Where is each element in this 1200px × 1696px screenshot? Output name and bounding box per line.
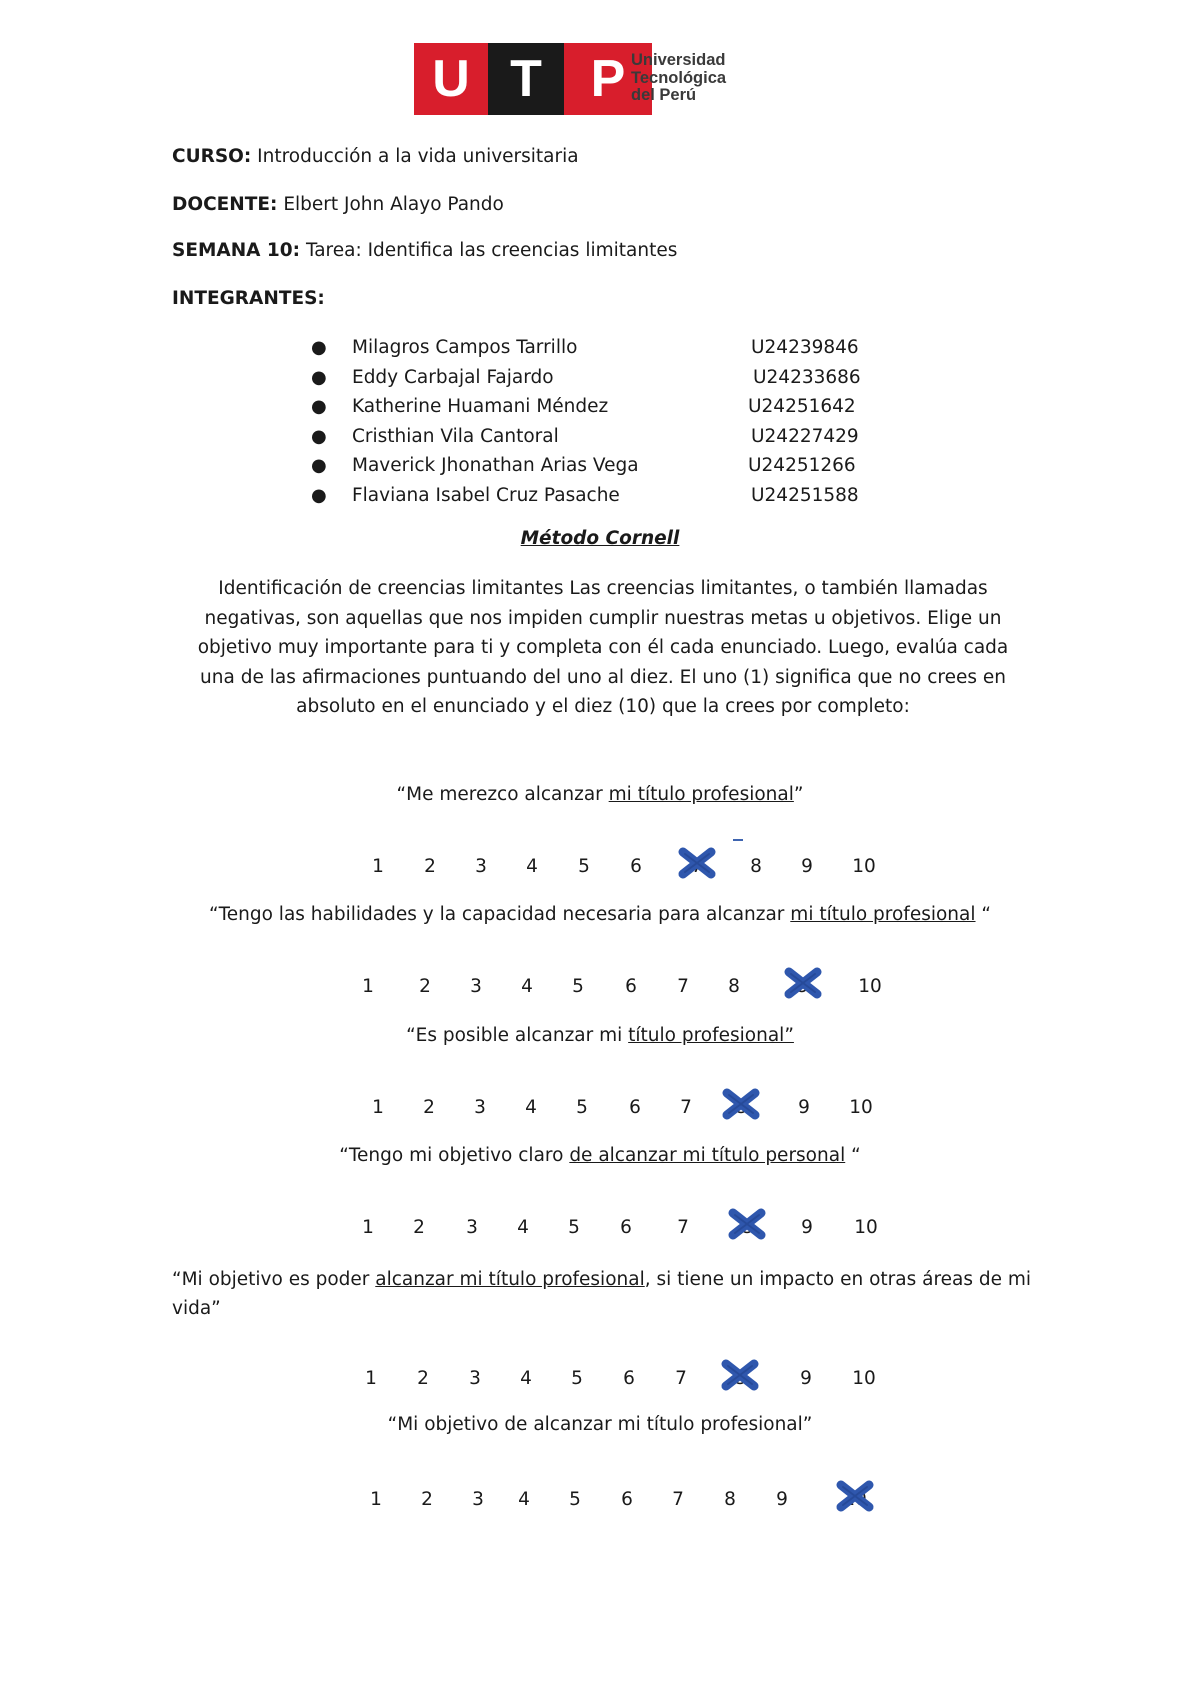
scale-number[interactable]: 8	[728, 976, 740, 997]
list-item	[300, 454, 900, 484]
statement-underlined: título profesional”	[628, 1025, 794, 1046]
scale-number[interactable]: 9	[798, 1097, 810, 1118]
statement-text: “Mi objetivo es poder	[172, 1269, 376, 1290]
list-item	[300, 395, 900, 425]
bullet-icon: ●	[311, 337, 327, 358]
course-line	[172, 146, 579, 167]
scale-number[interactable]: 4	[525, 1097, 537, 1118]
bullet-icon: ●	[311, 396, 327, 417]
statement-underlined: de alcanzar mi título personal	[569, 1145, 846, 1166]
scale-number[interactable]: 9	[801, 1217, 813, 1238]
scale-number[interactable]: 4	[526, 856, 538, 877]
intro-paragraph: Identificación de creencias limitantes Las creencias limitantes, o también llamadas negativas, son aquellas que nos impiden cumplir nuestras metas u objetivos. Elige un objetivo muy importante para ti y completa con él cada enunciado. Luego, evalúa cada una de las afirmaciones puntuando del uno al diez. El uno (1) significa que no crees en absoluto en el enunciado y el diez (10) que la crees por completo:	[197, 578, 1009, 717]
utp-logo	[414, 43, 652, 115]
member-name: Eddy Carbajal Fajardo	[352, 366, 554, 388]
scale-number[interactable]: 1	[372, 856, 384, 877]
scale-number[interactable]: 3	[469, 1368, 481, 1389]
statement-3	[0, 1025, 1200, 1046]
scale-number[interactable]: 3	[466, 1217, 478, 1238]
scale-number[interactable]: 1	[362, 1217, 374, 1238]
statement-underlined: alcanzar mi título profesional	[375, 1269, 645, 1290]
scale-number[interactable]: 7	[677, 976, 689, 997]
member-code: U24239846	[751, 337, 859, 358]
scale-number[interactable]: 5	[571, 1368, 583, 1389]
teacher-label: DOCENTE:	[172, 194, 278, 215]
logo-letter-u: U	[414, 43, 488, 115]
member-name: Maverick Jhonathan Arias Vega	[352, 455, 639, 476]
week-label: SEMANA 10:	[172, 240, 301, 261]
list-item	[300, 484, 900, 514]
statement-5	[172, 1265, 1032, 1323]
member-code: U24251642	[748, 396, 856, 417]
scale-number[interactable]: 10	[849, 1097, 873, 1118]
scale-number[interactable]: 3	[474, 1097, 486, 1118]
scale-number[interactable]: 6	[620, 1217, 632, 1238]
member-code: U24233686	[753, 366, 861, 388]
bullet-icon: ●	[311, 425, 327, 447]
scale-number[interactable]: 5	[572, 976, 584, 997]
scale-number[interactable]: 1	[362, 976, 374, 997]
scale-number[interactable]: 7	[677, 1217, 689, 1238]
scale-number[interactable]: 6	[629, 1097, 641, 1118]
course-label: CURSO:	[172, 146, 252, 167]
scale-number[interactable]: 9	[801, 856, 813, 877]
scale-number[interactable]: 6	[623, 1368, 635, 1389]
member-code: U24251266	[748, 455, 856, 476]
statement-2	[0, 904, 1200, 925]
list-item	[300, 425, 900, 455]
scale-number[interactable]: 1	[365, 1368, 377, 1389]
scale-number[interactable]: 4	[520, 1368, 532, 1389]
scale-number[interactable]: 9	[800, 1368, 812, 1389]
scale-number[interactable]: 3	[475, 856, 487, 877]
statement-text-end: “	[845, 1145, 861, 1166]
week-line	[172, 240, 677, 261]
scale-number[interactable]: 2	[419, 976, 431, 997]
scale-number[interactable]: 3	[472, 1489, 484, 1510]
scale-number[interactable]: 8	[724, 1489, 736, 1510]
member-name: Flaviana Isabel Cruz Pasache	[352, 484, 620, 506]
member-code: U24251588	[751, 484, 859, 506]
scale-number[interactable]: 2	[424, 856, 436, 877]
bullet-icon: ●	[311, 484, 327, 506]
selected-x-mark-icon	[723, 1089, 759, 1119]
members-heading: INTEGRANTES:	[172, 288, 325, 309]
scale-number[interactable]: 10	[852, 1368, 876, 1389]
scale-number[interactable]: 1	[372, 1097, 384, 1118]
statement-text: “Es posible alcanzar mi	[406, 1025, 629, 1046]
logo-university-name	[631, 52, 726, 105]
member-name: Katherine Huamani Méndez	[352, 396, 609, 417]
member-code: U24227429	[751, 425, 859, 447]
scale-number[interactable]: 6	[630, 856, 642, 877]
scale-number[interactable]: 5	[578, 856, 590, 877]
scale-number[interactable]: 2	[421, 1489, 433, 1510]
statement-text-end: ”	[793, 784, 804, 805]
logo-name-line-2: Tecnológica	[631, 68, 727, 87]
bullet-icon: ●	[311, 366, 327, 388]
stray-mark-dash	[733, 839, 743, 841]
scale-number[interactable]: 6	[621, 1489, 633, 1510]
scale-number[interactable]: 2	[413, 1217, 425, 1238]
logo-letter-t: T	[488, 43, 564, 115]
statement-1	[0, 784, 1200, 805]
scale-number[interactable]: 8	[750, 856, 762, 877]
statement-text-end: , si tiene un impacto en otras áreas de mi vida”	[172, 1269, 1032, 1319]
scale-number[interactable]: 4	[521, 976, 533, 997]
statement-text: “Tengo mi objetivo claro	[339, 1145, 570, 1166]
member-name: Cristhian Vila Cantoral	[352, 425, 559, 447]
selected-x-mark-icon	[729, 1209, 765, 1239]
statement-text-end: “	[975, 904, 991, 925]
course-value: Introducción a la vida universitaria	[251, 146, 579, 167]
selected-x-mark-icon	[679, 848, 715, 878]
scale-number[interactable]: 6	[625, 976, 637, 997]
statement-6	[0, 1414, 1200, 1435]
scale-number[interactable]: 10	[858, 976, 882, 997]
scale-number[interactable]: 2	[417, 1368, 429, 1389]
week-value: Tarea: Identifica las creencias limitantes	[300, 240, 678, 261]
logo-name-line-3: del Perú	[631, 86, 697, 104]
scale-number[interactable]: 7	[675, 1368, 687, 1389]
list-item	[300, 366, 900, 396]
teacher-value: Elbert John Alayo Pando	[277, 194, 504, 215]
teacher-line	[172, 194, 504, 215]
statement-text: “Me merezco alcanzar	[396, 784, 609, 805]
bullet-icon: ●	[311, 455, 327, 476]
list-item	[300, 336, 900, 366]
statement-text: “Tengo las habilidades y la capacidad necesaria para alcanzar	[209, 904, 791, 925]
scale-number[interactable]: 3	[470, 976, 482, 997]
logo-name-line-1: Universidad	[631, 51, 726, 69]
scale-number[interactable]: 5	[568, 1217, 580, 1238]
scale-number[interactable]: 10	[852, 856, 876, 877]
scale-number[interactable]: 4	[518, 1489, 530, 1510]
statement-text: “Mi objetivo de alcanzar mi título profesional”	[387, 1414, 813, 1435]
logo-letter-p: P	[564, 43, 652, 115]
scale-number[interactable]: 9	[776, 1489, 788, 1510]
scale-number[interactable]: 10	[854, 1217, 878, 1238]
scale-number[interactable]: 4	[517, 1217, 529, 1238]
member-name: Milagros Campos Tarrillo	[352, 337, 578, 358]
scale-number[interactable]: 7	[680, 1097, 692, 1118]
scale-number[interactable]: 7	[672, 1489, 684, 1510]
selected-x-mark-icon	[722, 1360, 758, 1390]
scale-number[interactable]: 1	[370, 1489, 382, 1510]
statement-4	[0, 1145, 1200, 1166]
method-title: Método Cornell	[520, 528, 680, 549]
scale-number[interactable]: 2	[423, 1097, 435, 1118]
scale-number[interactable]: 5	[576, 1097, 588, 1118]
members-list	[300, 336, 900, 513]
scale-number[interactable]: 5	[569, 1489, 581, 1510]
statement-underlined: mi título profesional	[790, 904, 976, 925]
statement-underlined: mi título profesional	[608, 784, 794, 805]
selected-x-mark-icon	[785, 968, 821, 998]
selected-x-mark-icon	[837, 1481, 873, 1511]
